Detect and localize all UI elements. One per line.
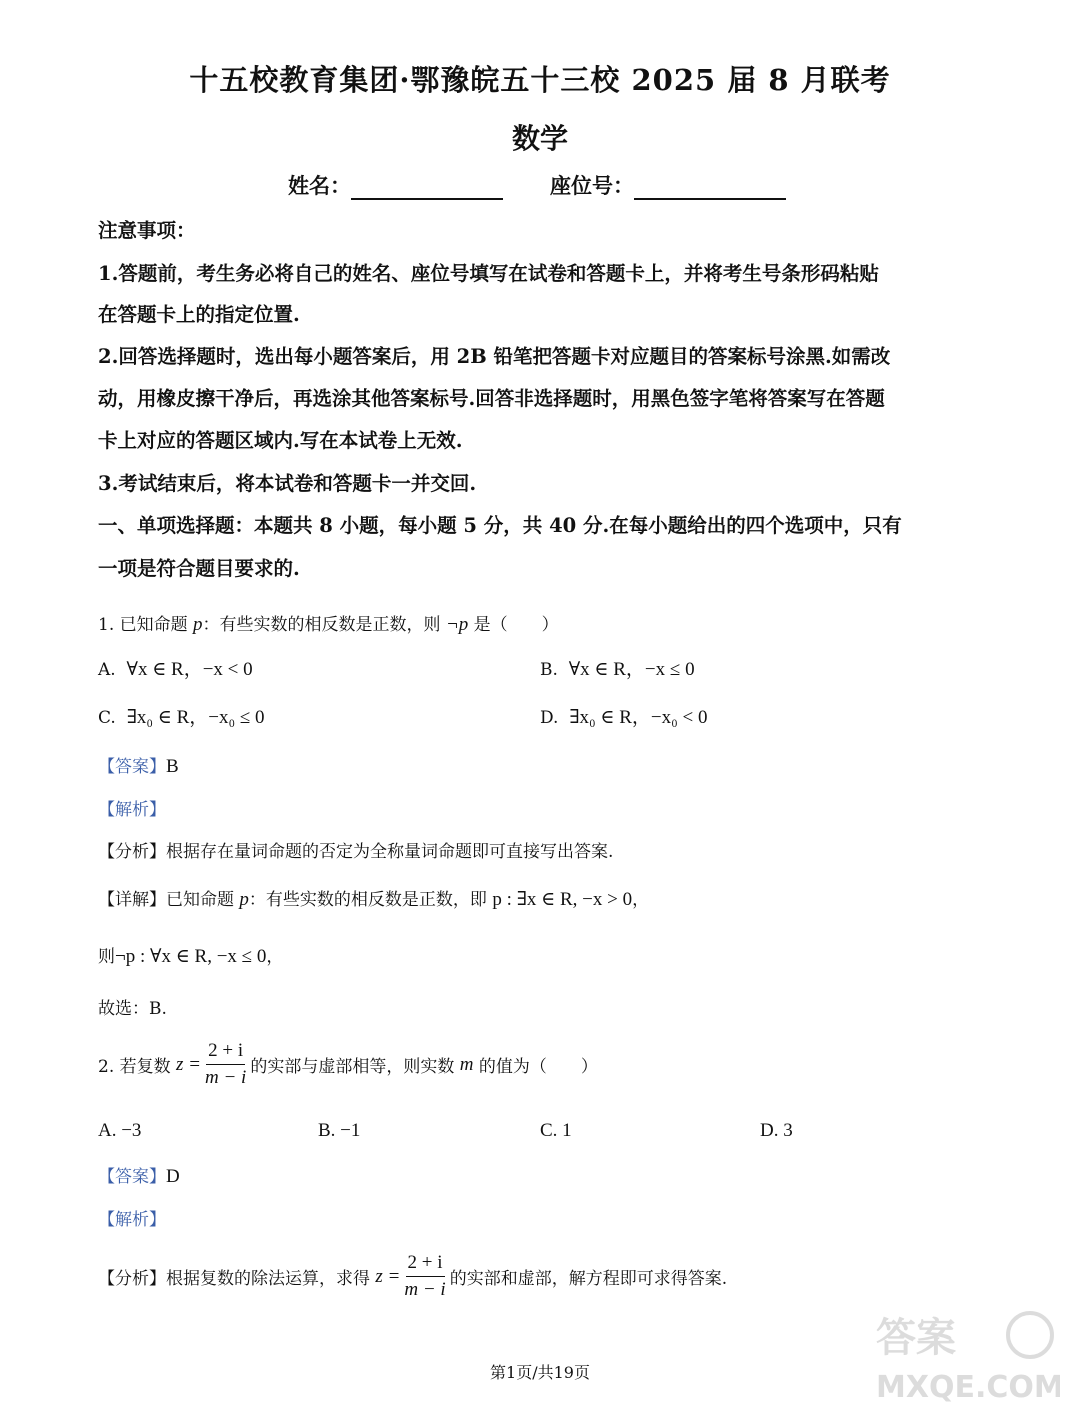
subject-title: 数学 xyxy=(511,122,568,155)
name-field xyxy=(288,170,503,200)
answer-tag: 【答案】 xyxy=(98,1167,166,1187)
q2-answer: 【答案】D xyxy=(98,1166,180,1187)
q1-analysis-tag: 【解析】 xyxy=(98,800,166,820)
q2-fenxi: 【分析】 根据复数的除法运算，求得 z = $\frac{2 + i}{m - i}$ 的实部和虚部，解方程即可求得答案. xyxy=(98,1252,728,1300)
exam-title: 十五校教育集团·鄂豫皖五十三校 2025 届 8 月联考 xyxy=(189,63,891,97)
q2-option-b: B. −1 xyxy=(318,1120,361,1141)
page-number: 第1页/共19页 xyxy=(490,1363,590,1382)
q2-analysis-tag: 【解析】 xyxy=(98,1210,166,1230)
q1-option-d: D. ∃x₀ ∈ R，−x₀ < 0 xyxy=(540,707,708,728)
q1-option-c: C. ∃x₀ ∈ R，−x₀ ≤ 0 xyxy=(98,707,265,728)
note-3: 3.考试结束后，将本试卷和答题卡一并交回. xyxy=(98,472,477,495)
note-2-line-1: 2.回答选择题时，选出每小题答案后，用 2B 铅笔把答题卡对应题目的答案标号涂黑.如需改 xyxy=(98,345,891,368)
q2-stem: 2. 若复数 z = $\frac{2 + i}{m - i}$ 的实部与虚部相等，则实数 m 的值为（ ） xyxy=(98,1040,598,1088)
q2-fraction: $\frac{2 + i}{m - i}$ xyxy=(205,1040,247,1088)
watermark-icon xyxy=(870,1305,1060,1405)
answer-tag: 【答案】 xyxy=(98,757,166,777)
watermark-logo xyxy=(870,1305,1060,1405)
q1-detail-line-2: 则¬p : ∀x ∈ R, −x ≤ 0， xyxy=(98,946,284,967)
section-heading-line-2: 一项是符合题目要求的. xyxy=(98,557,300,580)
q1-choose: 故选：B. xyxy=(98,999,167,1019)
q1-neg-p: ¬p xyxy=(445,614,469,635)
q1-p: p xyxy=(193,614,203,635)
seat-field xyxy=(550,170,786,200)
q1-detail: 【详解】已知命题 p：有些实数的相反数是正数，即 p : ∃x ∈ R, −x > 0， xyxy=(98,889,650,910)
q2-option-a: A. −3 xyxy=(98,1120,142,1141)
q1-stem: 1. 已知命题 p：有些实数的相反数是正数，则 ¬p 是（ ） xyxy=(98,614,559,635)
name-label: 姓名： xyxy=(288,173,351,198)
q2-fenxi-fraction: $\frac{2 + i}{m - i}$ xyxy=(404,1252,446,1300)
q1-option-a: A. ∀x ∈ R，−x < 0 xyxy=(98,659,253,680)
note-2-line-2: 动，用橡皮擦干净后，再选涂其他答案标号.回答非选择题时，用黑色签字笔将答案写在答题 xyxy=(98,387,885,410)
notes-heading: 注意事项： xyxy=(98,219,196,242)
q1-option-b: B. ∀x ∈ R，−x ≤ 0 xyxy=(540,659,695,680)
note-2-line-3: 卡上对应的答题区域内.写在本试卷上无效. xyxy=(98,429,463,452)
svg-text:答案: 答案 xyxy=(876,1315,956,1361)
seat-blank xyxy=(634,174,786,200)
note-1-line-1: 1.答题前，考生务必将自己的姓名、座位号填写在试卷和答题卡上，并将考生号条形码粘贴 xyxy=(98,262,879,285)
name-blank xyxy=(351,174,503,200)
section-heading-line-1: 一、单项选择题：本题共 8 小题，每小题 5 分，共 40 分.在每小题给出的四个选项中，只有 xyxy=(98,514,902,537)
seat-label: 座位号： xyxy=(550,173,634,198)
note-1-line-2: 在答题卡上的指定位置. xyxy=(98,303,300,326)
q1-fenxi: 【分析】根据存在量词命题的否定为全称量词命题即可直接写出答案. xyxy=(98,842,614,862)
q1-answer: 【答案】B xyxy=(98,756,179,777)
q2-option-d: D. 3 xyxy=(760,1120,793,1141)
svg-text:MXQE.COM: MXQE.COM xyxy=(876,1370,1060,1405)
q2-option-c: C. 1 xyxy=(540,1120,572,1141)
